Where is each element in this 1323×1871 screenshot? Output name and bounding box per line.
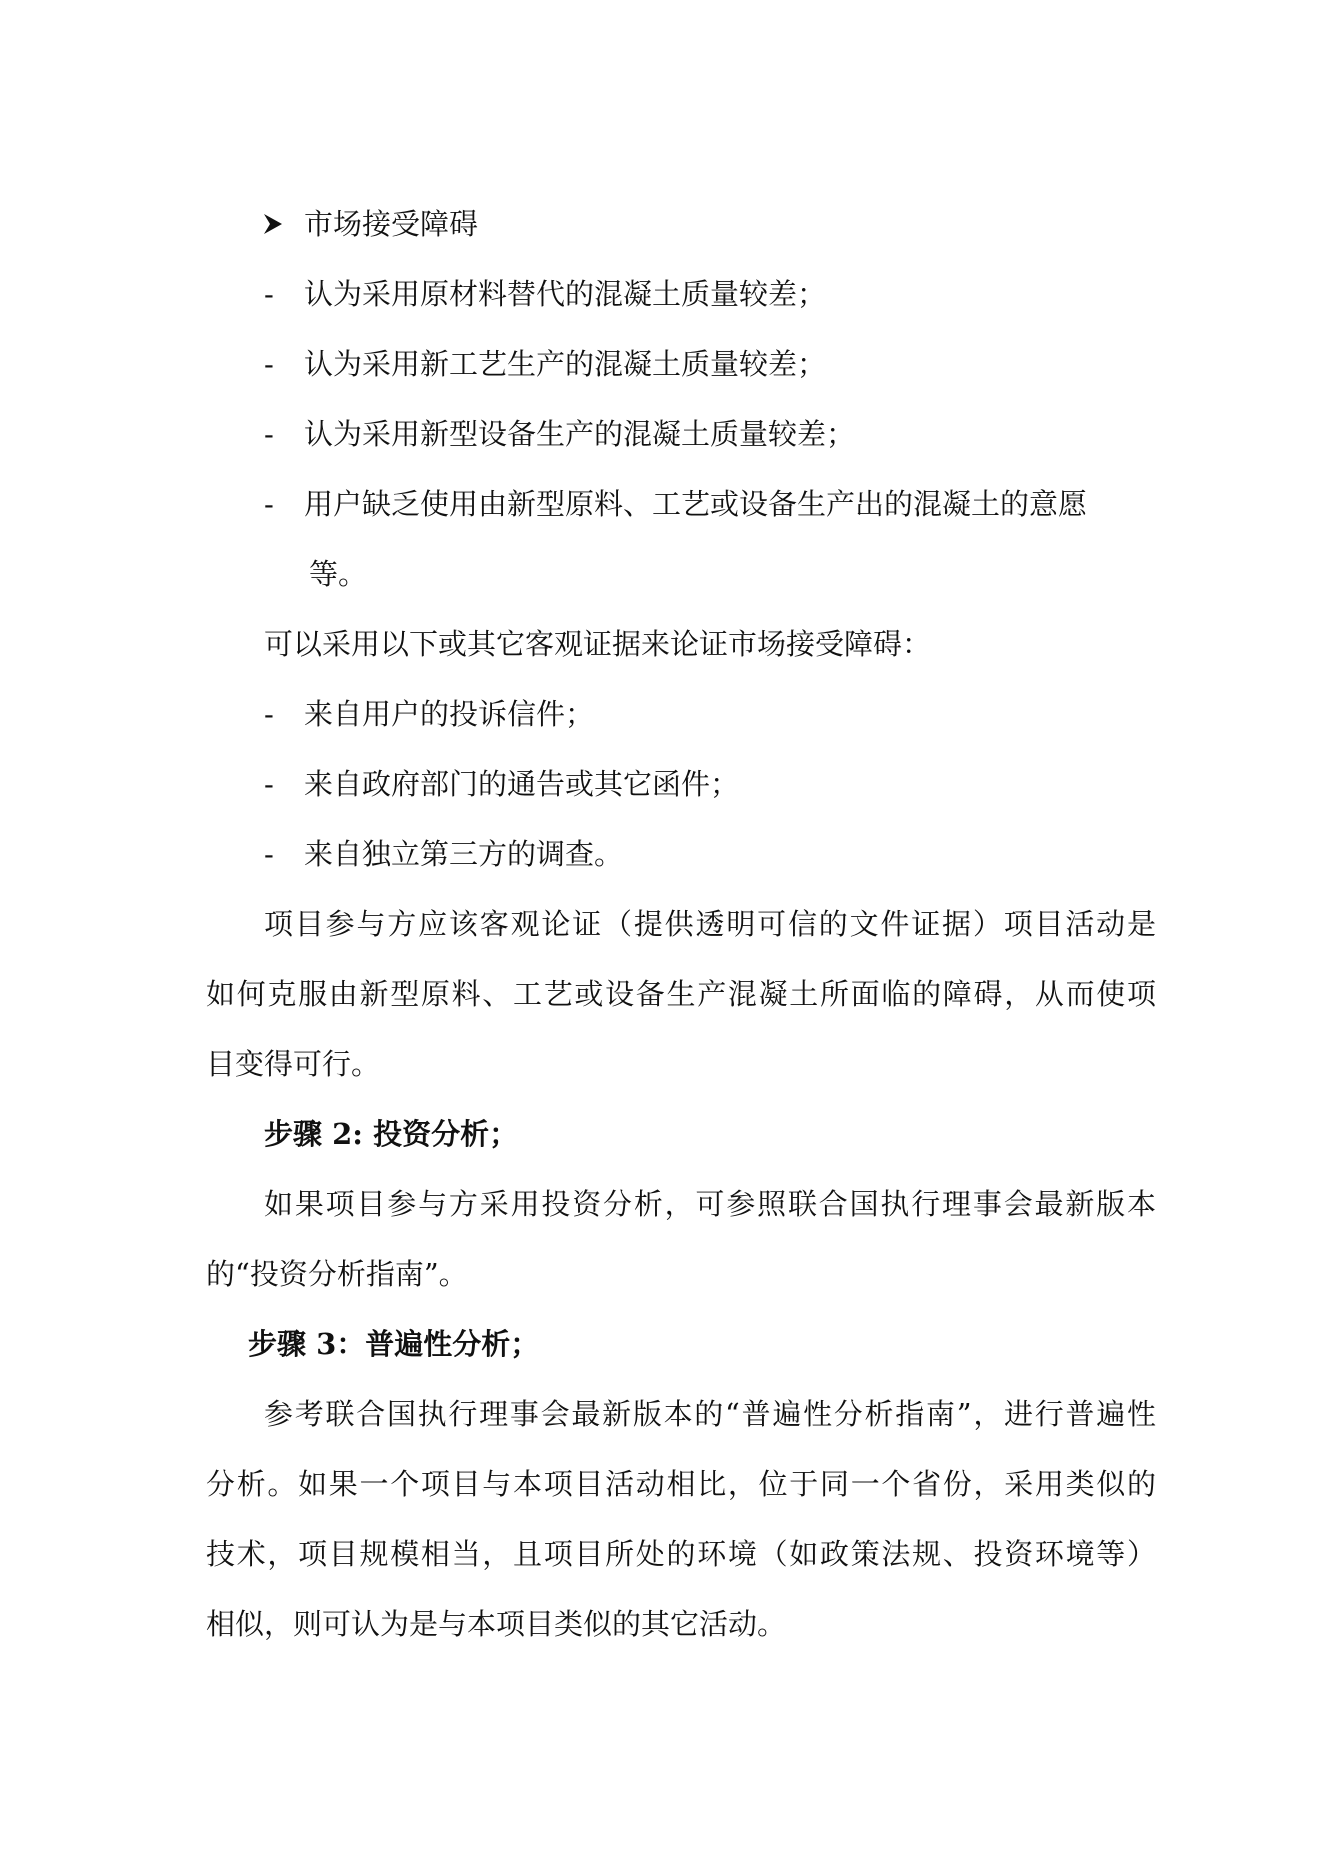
list-item-text: 认为采用原材料替代的混凝土质量较差； xyxy=(304,277,827,311)
list-item-text: 来自用户的投诉信件； xyxy=(304,697,595,731)
list-item-text: 等。 xyxy=(309,557,368,591)
step2-heading: 步骤 2: 投资分析； xyxy=(264,1117,519,1151)
section-heading: 市场接受障碍 xyxy=(304,207,479,241)
paragraph-text: 项目参与方应该客观论证（提供透明可信的文件证据）项目活动是 xyxy=(264,907,1156,941)
paragraph-line xyxy=(0,1029,1323,1099)
list-item xyxy=(0,259,1323,329)
dash-bullet: - xyxy=(264,347,274,381)
list-item-text: 认为采用新型设备生产的混凝土质量较差； xyxy=(304,417,856,451)
step3-heading: 步骤 3：普遍性分析； xyxy=(248,1327,540,1361)
dash-bullet: - xyxy=(264,277,274,311)
list-item xyxy=(0,329,1323,399)
arrow-bullet-icon xyxy=(262,189,288,259)
paragraph-line xyxy=(0,1169,1323,1239)
dash-bullet: - xyxy=(264,767,274,801)
list-item xyxy=(0,469,1323,539)
paragraph-line xyxy=(0,1519,1323,1589)
list-item xyxy=(0,679,1323,749)
paragraph-text: 如果项目参与方采用投资分析，可参照联合国执行理事会最新版本 xyxy=(264,1187,1156,1221)
paragraph-line xyxy=(0,1449,1323,1519)
dash-bullet: - xyxy=(264,417,274,451)
list-item-text: 认为采用新工艺生产的混凝土质量较差； xyxy=(304,347,827,381)
paragraph-line xyxy=(0,889,1323,959)
dash-bullet: - xyxy=(264,837,274,871)
list-item-text: 来自独立第三方的调查。 xyxy=(304,837,624,871)
list-item-continuation xyxy=(0,539,1323,609)
paragraph-text: 目变得可行。 xyxy=(206,1047,381,1081)
paragraph-line xyxy=(0,959,1323,1029)
paragraph-text: 的“投资分析指南”。 xyxy=(206,1257,468,1291)
section-heading-row xyxy=(0,189,1323,259)
list-item xyxy=(0,819,1323,889)
dash-bullet: - xyxy=(264,697,274,731)
evidence-intro: 可以采用以下或其它客观证据来论证市场接受障碍： xyxy=(264,627,932,661)
paragraph-text: 分析。如果一个项目与本项目活动相比，位于同一个省份，采用类似的 xyxy=(206,1467,1156,1501)
paragraph-text: 技术，项目规模相当，且项目所处的环境（如政策法规、投资环境等） xyxy=(206,1537,1156,1571)
list-item xyxy=(0,399,1323,469)
paragraph-text: 相似，则可认为是与本项目类似的其它活动。 xyxy=(206,1607,787,1641)
paragraph-line xyxy=(0,1239,1323,1309)
step2-heading-row xyxy=(0,1099,1323,1169)
paragraph-line xyxy=(0,1589,1323,1659)
paragraph-text: 如何克服由新型原料、工艺或设备生产混凝土所面临的障碍，从而使项 xyxy=(206,977,1156,1011)
paragraph-line xyxy=(0,1379,1323,1449)
list-item xyxy=(0,749,1323,819)
evidence-intro-row xyxy=(0,609,1323,679)
paragraph-text: 参考联合国执行理事会最新版本的“普遍性分析指南”，进行普遍性 xyxy=(264,1397,1156,1431)
list-item-text: 来自政府部门的通告或其它函件； xyxy=(304,767,740,801)
step3-heading-row xyxy=(0,1309,1323,1379)
dash-bullet: - xyxy=(264,487,274,521)
list-item-text: 用户缺乏使用由新型原料、工艺或设备生产出的混凝土的意愿 xyxy=(304,487,1088,521)
